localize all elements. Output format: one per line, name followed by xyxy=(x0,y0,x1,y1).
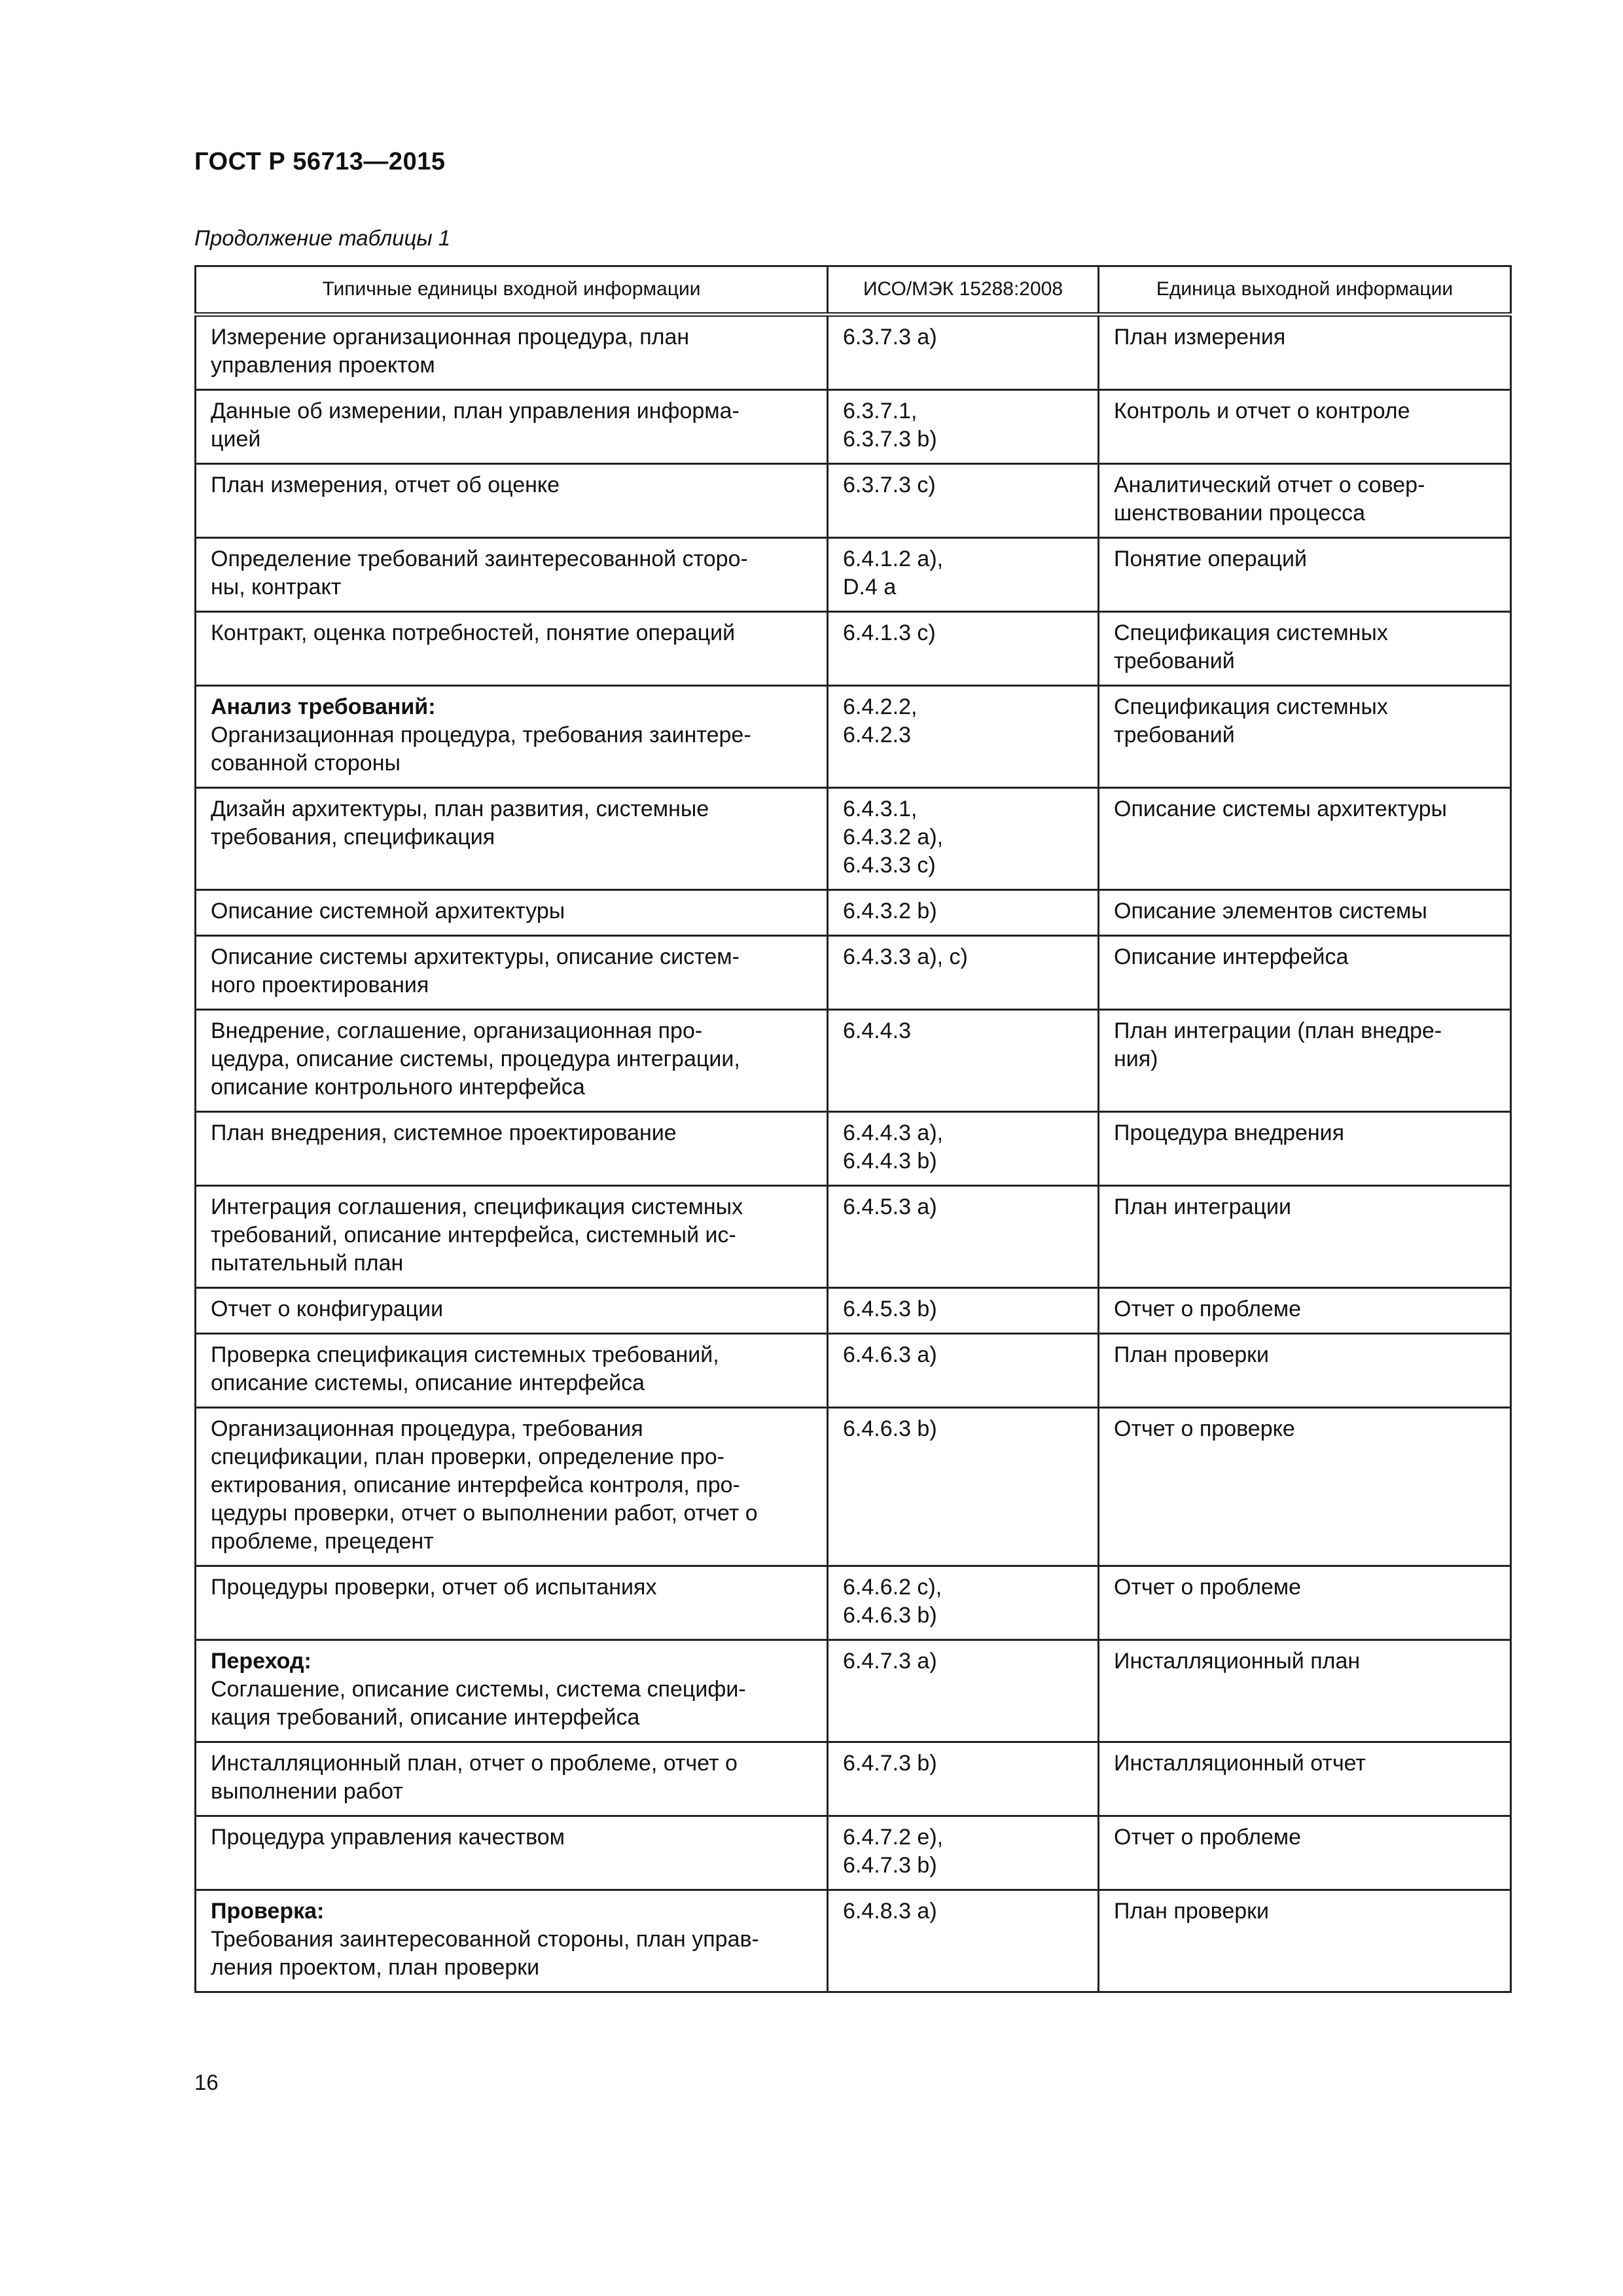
output-cell: Отчет о проверке xyxy=(1099,1408,1511,1566)
input-cell xyxy=(196,1640,828,1742)
table-row xyxy=(196,686,1511,788)
input-cell xyxy=(196,1288,828,1334)
output-cell: План интеграции (план внедре- ния) xyxy=(1099,1010,1511,1112)
input-cell xyxy=(196,1816,828,1890)
input-text: Инсталляционный план, отчет о проблеме, отчет о выполнении работ xyxy=(211,1751,738,1804)
output-cell: Аналитический отчет о совер- шенствовании процесса xyxy=(1099,464,1511,538)
standard-ref-cell: 6.4.6.3 а) xyxy=(828,1334,1099,1408)
table-row xyxy=(196,890,1511,936)
output-cell: Инсталляционный план xyxy=(1099,1640,1511,1742)
input-cell xyxy=(196,538,828,612)
document-header: ГОСТ Р 56713—2015 xyxy=(194,148,446,175)
output-cell: План интеграции xyxy=(1099,1186,1511,1288)
output-cell: План проверки xyxy=(1099,1334,1511,1408)
table-row xyxy=(196,1408,1511,1566)
input-cell xyxy=(196,788,828,890)
standard-ref-cell: 6.4.6.3 b) xyxy=(828,1408,1099,1566)
column-header-standard: ИСО/МЭК 15288:2008 xyxy=(828,266,1099,315)
output-cell: План измерения xyxy=(1099,315,1511,390)
table-row xyxy=(196,1010,1511,1112)
column-header-input: Типичные единицы входной информации xyxy=(196,266,828,315)
table-row xyxy=(196,1742,1511,1816)
input-text: Описание системы архитектуры, описание систем- ного проектирования xyxy=(211,944,740,997)
requirements-table xyxy=(194,265,1512,1993)
table-row xyxy=(196,390,1511,464)
table-row xyxy=(196,1186,1511,1288)
standard-ref-cell: 6.4.6.2 с), 6.4.6.3 b) xyxy=(828,1566,1099,1640)
input-text: План внедрения, системное проектирование xyxy=(211,1121,677,1145)
table-row xyxy=(196,315,1511,390)
input-cell xyxy=(196,1186,828,1288)
standard-ref-cell: 6.4.3.1, 6.4.3.2 а), 6.4.3.3 с) xyxy=(828,788,1099,890)
input-cell xyxy=(196,936,828,1010)
input-cell xyxy=(196,1334,828,1408)
input-cell xyxy=(196,1566,828,1640)
table-row xyxy=(196,936,1511,1010)
standard-ref-cell: 6.4.3.3 а), с) xyxy=(828,936,1099,1010)
standard-ref-cell: 6.4.1.3 с) xyxy=(828,612,1099,686)
input-text: Дизайн архитектуры, план развития, системные требования, спецификация xyxy=(211,797,709,850)
section-heading: Проверка: xyxy=(211,1899,325,1924)
standard-ref-cell: 6.4.8.3 а) xyxy=(828,1890,1099,1992)
output-cell: Спецификация системных требований xyxy=(1099,612,1511,686)
output-cell: Процедура внедрения xyxy=(1099,1112,1511,1186)
table-row xyxy=(196,1112,1511,1186)
output-cell: План проверки xyxy=(1099,1890,1511,1992)
input-cell xyxy=(196,390,828,464)
output-cell: Спецификация системных требований xyxy=(1099,686,1511,788)
table-row xyxy=(196,612,1511,686)
table-caption: Продолжение таблицы 1 xyxy=(194,226,451,250)
standard-ref-cell: 6.4.4.3 xyxy=(828,1010,1099,1112)
table-row xyxy=(196,1334,1511,1408)
input-cell xyxy=(196,1890,828,1992)
table-row xyxy=(196,1890,1511,1992)
standard-ref-cell: 6.4.1.2 а), D.4 а xyxy=(828,538,1099,612)
standard-ref-cell: 6.4.5.3 b) xyxy=(828,1288,1099,1334)
standard-ref-cell: 6.4.5.3 а) xyxy=(828,1186,1099,1288)
standard-ref-cell: 6.4.3.2 b) xyxy=(828,890,1099,936)
input-text: Организационная процедура, требования спецификации, план проверки, определение про- ектирования, описание интерфейса контроля, про- цедуры проверки, отчет о выполнении работ, отчет о проблеме, прецедент xyxy=(211,1416,758,1554)
input-text: Отчет о конфигурации xyxy=(211,1297,444,1321)
section-heading: Анализ требований: xyxy=(211,694,436,719)
standard-ref-cell: 6.4.7.2 е), 6.4.7.3 b) xyxy=(828,1816,1099,1890)
standard-ref-cell: 6.3.7.1, 6.3.7.3 b) xyxy=(828,390,1099,464)
input-cell xyxy=(196,1742,828,1816)
input-cell xyxy=(196,1408,828,1566)
table-row xyxy=(196,538,1511,612)
input-text: Измерение организационная процедура, план управления проектом xyxy=(211,325,690,378)
output-cell: Отчет о проблеме xyxy=(1099,1816,1511,1890)
input-text: Проверка спецификация системных требований, описание системы, описание интерфейса xyxy=(211,1342,719,1395)
input-text: Данные об измерении, план управления информа- цией xyxy=(211,399,740,452)
table-row xyxy=(196,1816,1511,1890)
standard-ref-cell: 6.4.2.2, 6.4.2.3 xyxy=(828,686,1099,788)
standard-ref-cell: 6.3.7.3 а) xyxy=(828,315,1099,390)
table-row xyxy=(196,1288,1511,1334)
input-cell xyxy=(196,686,828,788)
standard-ref-cell: 6.4.7.3 а) xyxy=(828,1640,1099,1742)
table-body xyxy=(196,315,1511,1992)
input-text: Процедура управления качеством xyxy=(211,1825,565,1850)
input-cell xyxy=(196,464,828,538)
input-text: Описание системной архитектуры xyxy=(211,899,565,924)
table-header-row xyxy=(196,266,1511,315)
input-cell xyxy=(196,890,828,936)
input-cell xyxy=(196,612,828,686)
input-text: Процедуры проверки, отчет об испытаниях xyxy=(211,1575,657,1600)
input-cell xyxy=(196,1112,828,1186)
column-header-output: Единица выходной информации xyxy=(1099,266,1511,315)
output-cell: Отчет о проблеме xyxy=(1099,1288,1511,1334)
standard-ref-cell: 6.4.7.3 b) xyxy=(828,1742,1099,1816)
standard-ref-cell: 6.3.7.3 с) xyxy=(828,464,1099,538)
table-row xyxy=(196,788,1511,890)
table-row xyxy=(196,1566,1511,1640)
page-number: 16 xyxy=(194,2070,219,2094)
output-cell: Описание системы архитектуры xyxy=(1099,788,1511,890)
input-text: Контракт, оценка потребностей, понятие операций xyxy=(211,620,736,645)
output-cell: Контроль и отчет о контроле xyxy=(1099,390,1511,464)
input-text: Внедрение, соглашение, организационная про- цедура, описание системы, процедура интеграции, описание контрольного интерфейса xyxy=(211,1018,740,1100)
input-text: План измерения, отчет об оценке xyxy=(211,473,560,497)
input-text: Требования заинтересованной стороны, план управ- ления проектом, план проверки xyxy=(211,1927,759,1980)
output-cell: Инсталляционный отчет xyxy=(1099,1742,1511,1816)
input-text: Интеграция соглашения, спецификация системных требований, описание интерфейса, системный ис- пытательный план xyxy=(211,1194,743,1276)
section-heading: Переход: xyxy=(211,1649,312,1674)
output-cell: Описание интерфейса xyxy=(1099,936,1511,1010)
standard-ref-cell: 6.4.4.3 а), 6.4.4.3 b) xyxy=(828,1112,1099,1186)
input-text: Определение требований заинтересованной сторо- ны, контракт xyxy=(211,547,748,600)
table-row xyxy=(196,1640,1511,1742)
input-cell xyxy=(196,1010,828,1112)
input-cell xyxy=(196,315,828,390)
output-cell: Описание элементов системы xyxy=(1099,890,1511,936)
output-cell: Отчет о проблеме xyxy=(1099,1566,1511,1640)
input-text: Соглашение, описание системы, система специфи- кация требований, описание интерфейса xyxy=(211,1677,746,1730)
input-text: Организационная процедура, требования заинтере- сованной стороны xyxy=(211,723,751,776)
table-row xyxy=(196,464,1511,538)
output-cell: Понятие операций xyxy=(1099,538,1511,612)
